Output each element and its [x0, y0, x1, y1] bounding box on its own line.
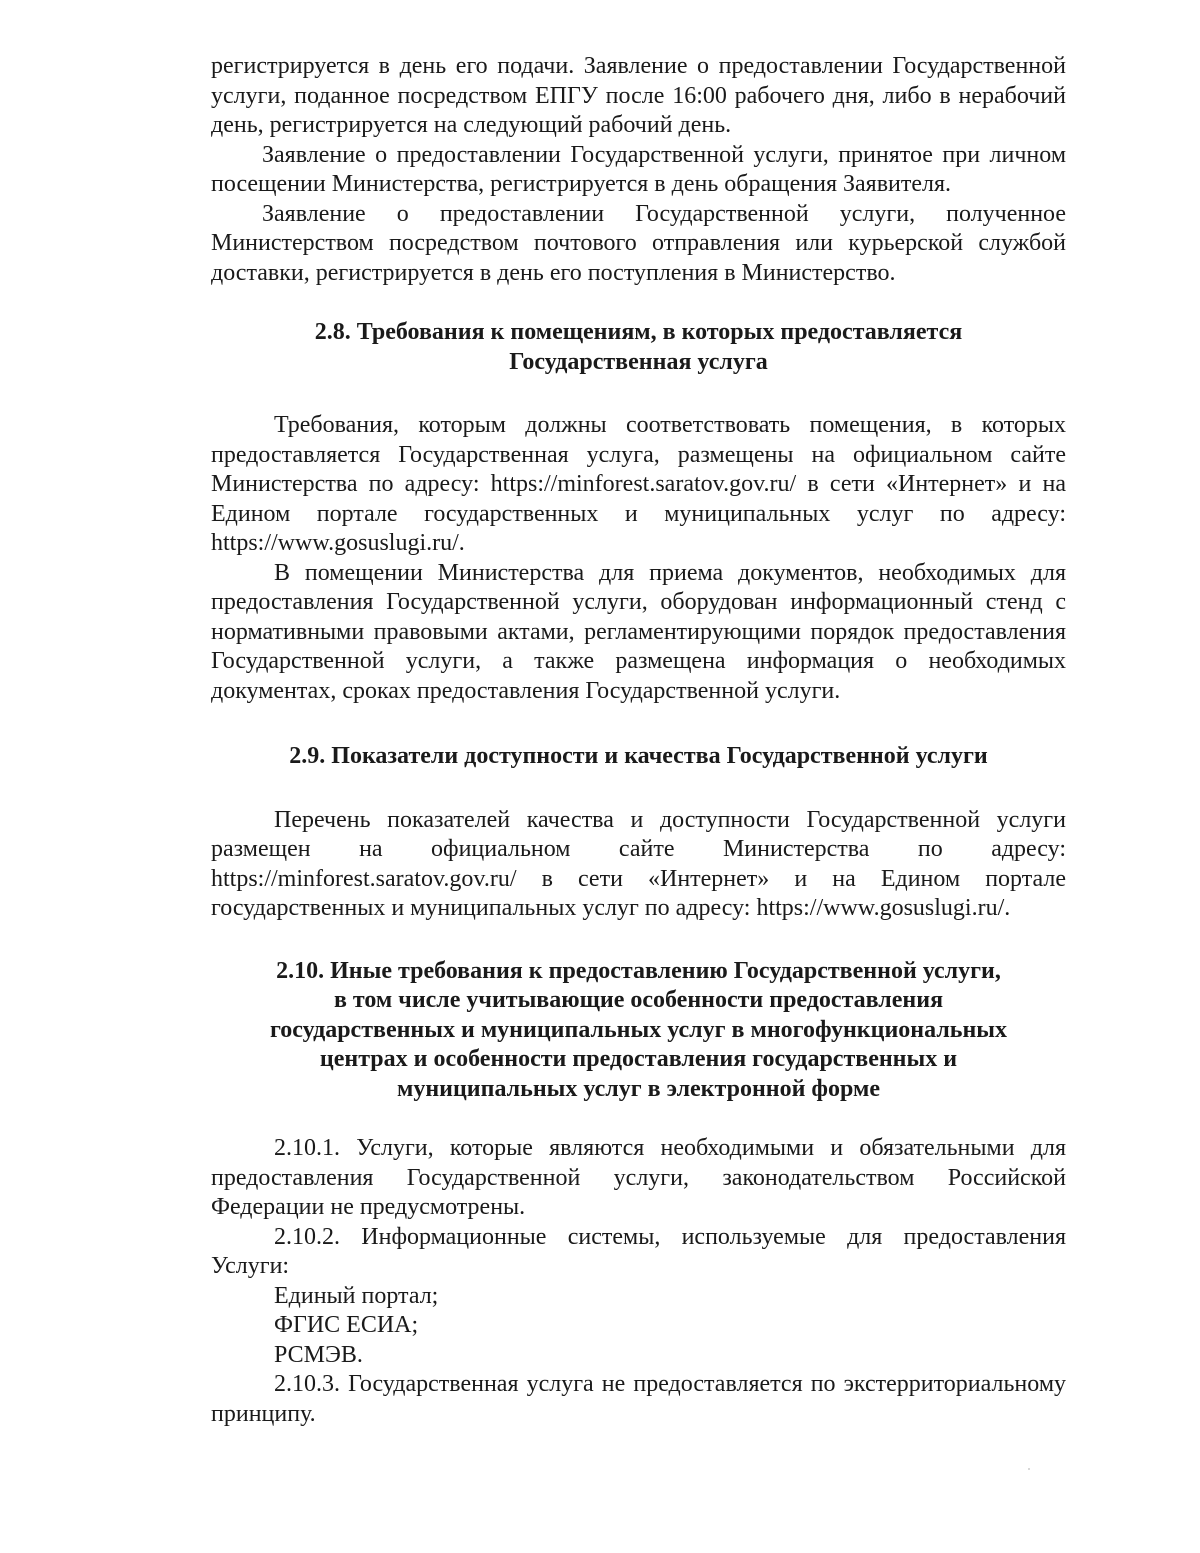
section-2-9-heading: 2.9. Показатели доступности и качества Государственной услуги [289, 743, 988, 769]
heading-line: 2.10. Иные требования к предоставлению Государственной услуги, [276, 957, 1001, 984]
paragraph-quality-indicators: Перечень показателей качества и доступности Государственной услуги размещен на официальном сайте Министерства по адресу: https://minforest.saratov.gov.ru/ в сети «Интернет» и на Едином портале государственных и муниципальных услуг по адресу: https://www.gosuslugi.ru/. [211, 806, 1066, 921]
heading-line: Государственная услуга [509, 348, 768, 375]
section-2-10-heading [211, 957, 1066, 1105]
paragraph-info-stand: В помещении Министерства для приема документов, необходимых для предоставления Государственной услуги, оборудован информационный стенд с нормативными правовыми актами, регламентирующими порядок предоставления Государственной услуги, а также размещена информация о необходимых документах, сроках предоставления Государственной услуги. [211, 559, 1066, 704]
scan-speck [1028, 1468, 1030, 1470]
paragraph-premises-requirements: Требования, которым должны соответствовать помещения, в которых предоставляется Государственная услуга, размещены на официальном сайте Министерства по адресу: https://minforest.saratov.gov.ru/ в сети «Интернет» и на Едином портале государственных и муниципальных услуг по адресу: https://www.gosuslugi.ru/. [211, 412, 1066, 556]
heading-line: 2.8. Требования к помещениям, в которых предоставляется [314, 319, 963, 345]
heading-line: государственных и муниципальных услуг в многофункциональных [269, 1016, 1008, 1043]
heading-line: муниципальных услуг в электронной форме [396, 1075, 881, 1102]
paragraph-2-10-1: 2.10.1. Услуги, которые являются необходимыми и обязательными для предоставления Государственной услуги, законодательством Российской Федерации не предусмотрены. [211, 1135, 1066, 1220]
section-2-8-heading [211, 318, 1066, 377]
paragraph-2-10-2: 2.10.2. Информационные системы, используемые для предоставления Услуги: [211, 1223, 1066, 1279]
information-systems-list [211, 1282, 1066, 1371]
heading-line: в том числе учитывающие особенности предоставления [333, 987, 944, 1013]
document-page [211, 52, 1066, 1429]
list-item: РСМЭВ. [274, 1341, 363, 1368]
list-item: ФГИС ЕСИА; [274, 1312, 419, 1338]
paragraph-registration-personal: Заявление о предоставлении Государственной услуги, принятое при личном посещении Министерства, регистрируется в день обращения Заявителя. [211, 141, 1066, 197]
paragraph-registration-epgu: регистрируется в день его подачи. Заявление о предоставлении Государственной услуги, поданное посредством ЕПГУ после 16:00 рабочего дня, либо в нерабочий день, регистрируется на следующий рабочий день. [211, 53, 1066, 138]
paragraph-2-10-3: 2.10.3. Государственная услуга не предоставляется по экстерриториальному принципу. [211, 1371, 1066, 1427]
list-item: Единый портал; [274, 1282, 439, 1309]
heading-line: центрах и особенности предоставления государственных и [319, 1046, 958, 1072]
paragraph-registration-postal: Заявление о предоставлении Государственной услуги, полученное Министерством посредством почтового отправления или курьерской службой доставки, регистрируется в день его поступления в Министерство. [211, 200, 1066, 286]
